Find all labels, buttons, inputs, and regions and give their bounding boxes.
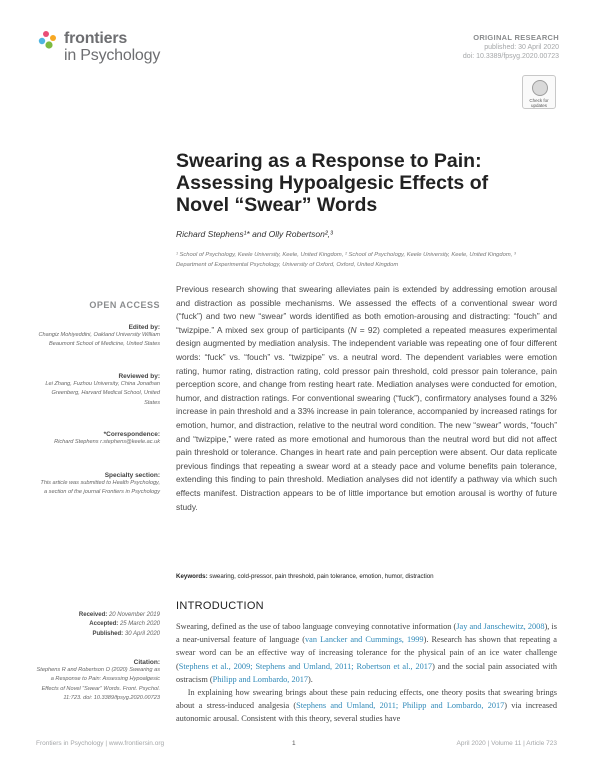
correspondence-block (36, 431, 160, 447)
published-date-side: 30 April 2020 (124, 630, 160, 637)
intro-text: Swearing, defined as the use of taboo language conveying connotative information ( (176, 622, 457, 631)
article-meta (463, 33, 559, 62)
received-date: 20 November 2019 (108, 612, 160, 618)
published-label: Published: (92, 630, 124, 637)
edited-by-text[interactable]: Changiz Mohiyeddini, Oakland University William Beaumont School of Medicine, United States (38, 332, 160, 348)
citation-block (36, 659, 160, 704)
specialty-section-text: This article was submitted to Health Psychology, a section of the journal Frontiers in Psychology (40, 480, 160, 496)
keywords (176, 573, 557, 580)
journal-name-line2: in Psychology (64, 47, 161, 64)
citation-link[interactable]: Stephens et al., 2009; Stephens and Umland, 2011; Robertson et al., 2017 (178, 661, 433, 671)
abstract-n: N (350, 324, 357, 335)
intro-text: ). Research has shown that repeating a swear word can be an effective way of increasing tolerance for the physical pain of an ice water challenge ( (176, 635, 557, 671)
introduction-text (176, 620, 557, 726)
intro-text: ) via increased autonomic arousal. Consistent with this theory, several studies have (176, 701, 557, 724)
citation-link[interactable]: Philipp and Lombardo, 2017 (212, 674, 309, 684)
accepted-date: 25 March 2020 (119, 621, 160, 628)
page-number: 1 (292, 740, 296, 747)
reviewed-by-label: Reviewed by: (118, 373, 160, 380)
intro-text: ) and the social pain associated with ostracism ( (176, 661, 557, 684)
keywords-label: Keywords: (176, 573, 208, 580)
edited-by-label: Edited by: (128, 324, 160, 331)
accepted-row (79, 620, 160, 629)
affiliations: ¹ School of Psychology, Keele University, Keele, United Kingdom, ² School of Psychology, Keele University, Keele, United Kingdom, ³ Department of Experimental Psychology, University of Oxford, Oxford, United Kingdom (176, 252, 516, 268)
keywords-list: swearing, cold-pressor, pain threshold, pain tolerance, emotion, humor, distraction (207, 573, 434, 580)
published-date: published: 30 April 2020 (484, 43, 559, 51)
abstract-part2: = 92) completed a repeated measures experimental design augmented by mediation analysis. The independent variable was repeating one of four different words: “fuck” vs. “fouch” vs. “twizpipe” vs. a neutral word. The dependent variables were emotion rating, humor rating, distraction rating, cold pressor pain threshold, cold pressor pain tolerance, pain perception score, and change from resting heart rate. Mediation analyses were conducted for emotion, humor, and distraction ratings. For conventional swearing (“fuck”), confirmatory analyses found a 32% increase in pain threshold and a 33% increase in pain tolerance, accompanied by increased ratings for emotion, humor, and distraction, relative to the neutral word condition. The new “swear” words, “fouch” and “twizpipe,” were rated as more emotional and humorous than the neutral word but did not affect pain threshold or tolerance. Changes in heart rate and pain perception were absent. Our data replicate previous findings that repeating a swear word at a steady pace and volume benefits pain tolerance, extending this finding to pain threshold. Mediation analyses did not identify a pathway via which such effects manifest. Distraction appears to be of little importance but emotion arousal is worthy of future study. (176, 324, 557, 512)
journal-logo[interactable] (36, 30, 166, 66)
correspondence-text[interactable]: Richard Stephens r.stephens@keele.ac.uk (54, 439, 160, 445)
citation-link[interactable]: Jay and Janschewitz, 2008 (456, 622, 545, 631)
journal-name-line1: frontiers (64, 30, 128, 47)
article-type: ORIGINAL RESEARCH (473, 33, 559, 42)
doi-link[interactable]: doi: 10.3389/fpsyg.2020.00723 (462, 53, 559, 60)
open-access-label: OPEN ACCESS (89, 300, 160, 310)
citation-link[interactable]: van Lancker and Cummings, 1999 (305, 635, 424, 645)
specialty-section-label: Specialty section: (104, 472, 160, 479)
footer-journal[interactable]: Frontiers in Psychology | www.frontiersin.org (36, 740, 165, 747)
check-updates-icon (532, 80, 548, 96)
accepted-label: Accepted: (89, 621, 119, 628)
received-label: Received: (78, 612, 108, 618)
abstract-part1: Previous research showing that swearing alleviates pain is extended by addressing emotion arousal and distraction as possible mechanisms. We assessed the effects of a conventional swear word (“fuck”) and two new “swear” words identified as both emotion-arousing and distracting: “fouch” and “twizpipe.” A mixed sex group of participants ( (176, 284, 557, 335)
check-updates-label: Check for updates (529, 98, 549, 108)
specialty-section-block (36, 472, 160, 498)
published-row (79, 630, 160, 639)
edited-by-block (36, 324, 160, 350)
article-title: Swearing as a Response to Pain: Assessing Hypoalgesic Effects of Novel “Swear” Words (176, 150, 489, 216)
section-heading-introduction: INTRODUCTION (176, 600, 264, 612)
received-row (79, 611, 160, 620)
intro-text: In explaining how swearing brings about these pain reducing effects, one theory posits that swearing brings about a stress-induced analgesia ( (176, 688, 557, 711)
frontiers-logo-icon (36, 30, 60, 54)
citation-label: Citation: (133, 659, 160, 666)
intro-text: ). (308, 674, 313, 684)
citation-text: Stephens R and Robertson O (2020) Swearing as a Response to Pain: Assessing Hypoalgesic Effects of Novel “Swear” Words. Front. Psychol. 11:723. doi: 10.3389/fpsyg.2020.00723 (36, 667, 160, 702)
footer-issue: April 2020 | Volume 11 | Article 723 (456, 740, 557, 747)
citation-link[interactable]: Stephens and Umland, 2011; Philipp and Lombardo, 2017 (296, 701, 505, 711)
dates-block (79, 611, 160, 639)
reviewed-by-text[interactable]: Lei Zhang, Fuzhou University, China Jonathan Greenberg, Harvard Medical School, United States (45, 381, 160, 406)
intro-text: ), is a near-universal feature of language ( (176, 622, 557, 645)
abstract (176, 283, 557, 514)
author-list[interactable]: Richard Stephens¹* and Olly Robertson²,³ (176, 229, 333, 239)
check-for-updates-button[interactable] (522, 75, 556, 109)
correspondence-label: *Correspondence: (103, 431, 160, 438)
reviewed-by-block (36, 373, 160, 408)
